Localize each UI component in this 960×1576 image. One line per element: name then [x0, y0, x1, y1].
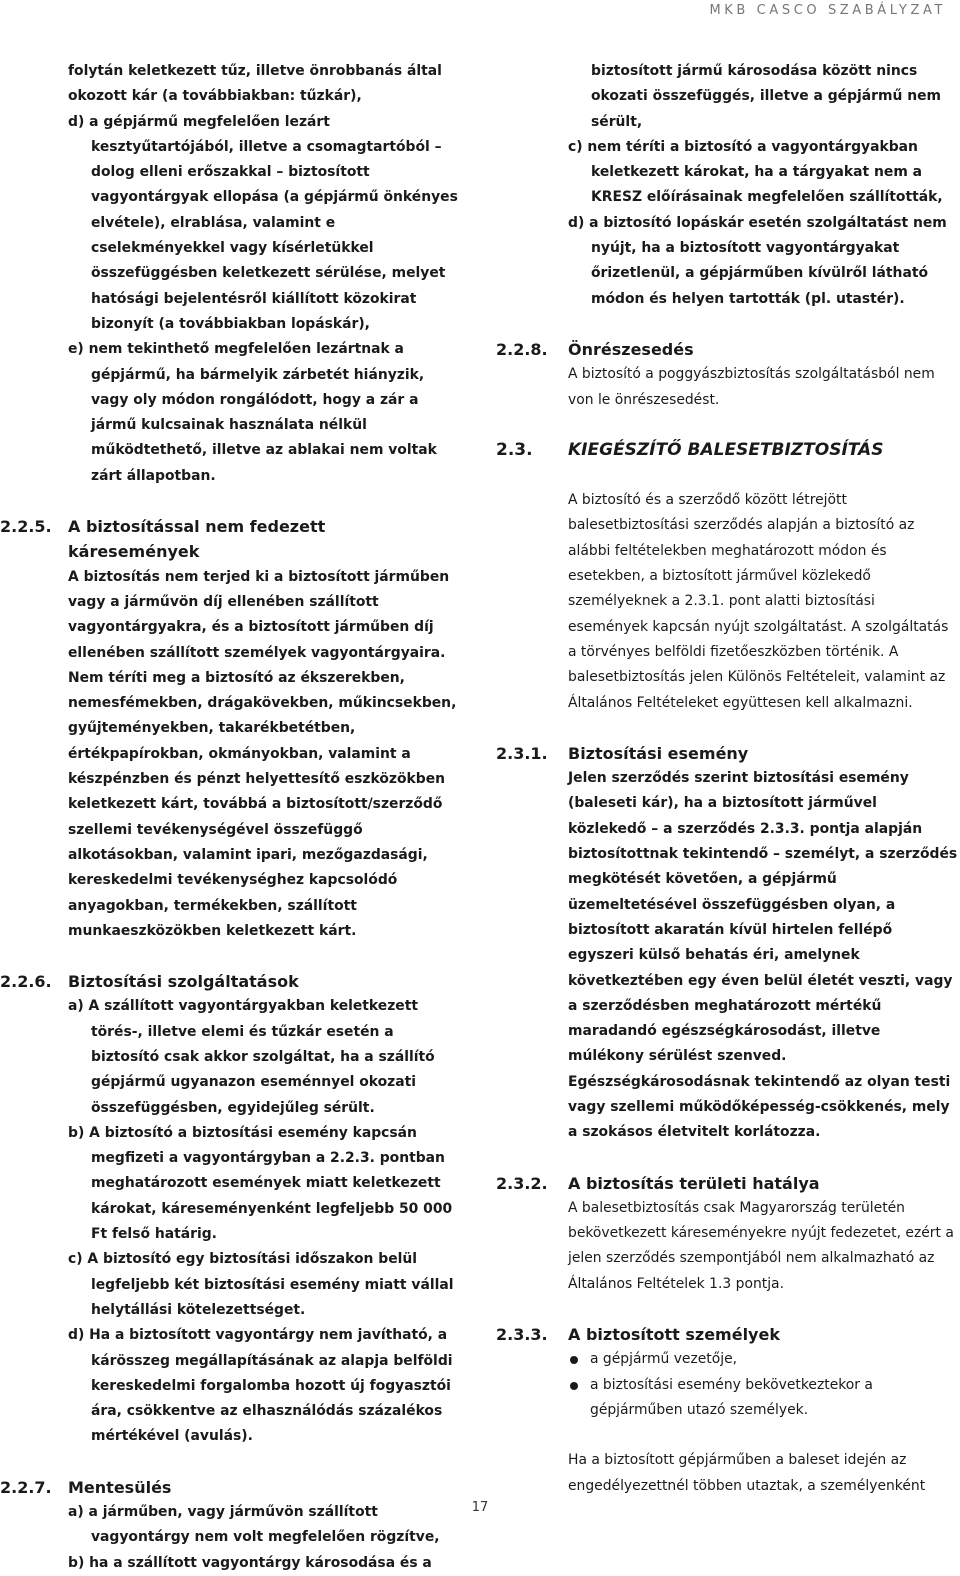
list-item: a gépjármű vezetője,	[568, 1347, 958, 1372]
list-item-d: d) a gépjármű megfelelően lezárt kesztyűtartójából, illetve a csomagtartóból – dolog elleni erőszakkal – biztosított vagyontárgyak ellopása (a gépjármű önkényes elvétele), elrablása, valamint e cselekményekkel vagy kísérletükkel összefüggésben keletkezett sérülése, melyet hatósági bejelentésről kiállított közokirat bizonyít (a továbbiakban lopáskár),	[68, 113, 458, 332]
bullet-icon	[570, 1356, 578, 1364]
section-2-3	[496, 438, 958, 716]
list-item-c: c) nem téríti a biztosító a vagyontárgyakban keletkezett károkat, ha a tárgyakat nem a KRESZ előírásainak megfelelően szállították,	[568, 138, 943, 206]
section-number: 2.3.	[496, 439, 533, 460]
section-text: A biztosítás nem terjed ki a biztosított járműben vagy a járművön díj ellenében szállított vagyontárgyakra, és a biztosított járműben díj ellenében szállított személyek vagyontárgyaira. Nem téríti meg a biztosító az ékszerekben, nemesfémekben, drágakövekben, műkincsekben, gyűjteményekben, takarékbetétben, értékpapírokban, okmányokban, valamint a készpénzben és pénzt helyettesítő eszközökben keletkezett kárt, továbbá a biztosított/szerződő szellemi tevékenységével összefüggő alkotásokban, valamint ipari, mezőgazdasági, kereskedelmi tevékenységhez kapcsolódó anyagokban, termékekben, szállított munkaeszközökben keletkezett kárt.	[68, 568, 457, 939]
right-column	[496, 59, 958, 1499]
bullet-icon	[570, 1382, 578, 1390]
continued-text: biztosított jármű károsodása között nincs okozati összefüggés, illetve a gépjármű nem sérült,	[591, 63, 941, 130]
section-title: Biztosítási szolgáltatások	[68, 972, 299, 992]
section-title: A biztosítás területi hatálya	[568, 1173, 820, 1193]
section-text: A balesetbiztosítás csak Magyarország területén bekövetkezett káreseményekre nyújt fedezetet, ezért a jelen szerződés szempontjából nem alkalmazható az Általános Feltételek 1.3 pontja.	[568, 1199, 954, 1292]
list-item-e: e) nem tekinthető megfelelően lezártnak a gépjármű, ha bármelyik zárbetét hiányzik, vagy oly módon rongálódott, hogy a zár a jármű kulcsainak használata nélkül működtethető, illetve az ablakai nem voltak zárt állapotban.	[68, 341, 437, 484]
section-text: Jelen szerződés szerint biztosítási esemény (baleseti kár), ha a biztosított járművel közlekedő – a szerződés 2.3.3. pontja alapján biztosítottnak tekintendő – személyt, a szerződés megkötését követően, a gépjármű üzemeltetésével összefüggésben olyan, a biztosított akaratán kívül hirtelen fellépő egyszeri külső behatás éri, amelynek következtében egy éven belül életét veszti, vagy a szerződésben meghatározott mértékű maradandó egészségkárosodást, illetve múlékony sérülést szenved. Egészségkárosodásnak tekintendő az olyan testi vagy szellemi működőképesség-csökkenés, mely a szokásos életvitelt korlátozza.	[568, 770, 958, 1141]
section-number: 2.2.5.	[0, 517, 52, 537]
list-item-a: a) A szállított vagyontárgyakban keletkezett törés-, illetve elemi és tűzkár esetén a biztosító csak akkor szolgáltat, ha a szállító gépjármű ugyanazon eseménnyel okozati összefüggésben, egyidejűleg sérült.	[68, 998, 435, 1116]
left-column	[0, 59, 462, 1576]
list-item-a: a) a járműben, vagy járművön szállított vagyontárgy nem volt megfelelően rögzítve,	[68, 1504, 440, 1546]
section-number: 2.3.3.	[496, 1325, 548, 1345]
section-number: 2.3.2.	[496, 1173, 548, 1193]
header-title: MKB CASCO SZABÁLYZAT	[709, 3, 946, 18]
page-number: 17	[471, 1500, 489, 1515]
section-text: A biztosító a poggyászbiztosítás szolgáltatásból nem von le önrészesedést.	[568, 366, 935, 408]
section-2-2-8	[496, 337, 958, 413]
section-number: 2.3.1.	[496, 743, 548, 763]
section-title: Biztosítási esemény	[568, 743, 749, 763]
list-item-d: d) a biztosító lopáskár esetén szolgáltatást nem nyújt, ha a biztosított vagyontárgyakat őrizetlenül, a gépjárműben kívülről látható módon és helyen tartották (pl. utastér).	[568, 214, 947, 307]
list-item-b: b) ha a szállított vagyontárgy károsodása és a	[68, 1554, 432, 1571]
section-2-2-7	[0, 1475, 462, 1576]
section-title: Mentesülés	[68, 1477, 172, 1497]
list-item: a biztosítási esemény bekövetkeztekor a gépjárműben utazó személyek.	[568, 1373, 958, 1424]
list-item-d: d) Ha a biztosított vagyontárgy nem javítható, a kárösszeg megállapításának az alapja belföldi kereskedelmi forgalomba hozott új fogyasztói ára, csökkentve az elhasználódás százalékos mértékével (avulás).	[68, 1327, 453, 1445]
section-title: KIEGÉSZÍTŐ BALESETBIZTOSÍTÁS	[568, 439, 884, 460]
section-number: 2.2.8.	[496, 339, 548, 359]
list-item-c: c) A biztosító egy biztosítási időszakon belül legfeljebb két biztosítási esemény miatt vállal helytállási kötelezettséget.	[68, 1251, 454, 1318]
section-text: A biztosító és a szerződő között létrejött balesetbiztosítási szerződés alapján a biztosító az alábbi feltételekben meghatározott módon és esetekben, a biztosított járművel közlekedő személyeknek a 2.3.1. pont alatti biztosítási események kapcsán nyújt szolgáltatást. A szolgáltatás a törvényes belföldi fizetőeszközben történik. A balesetbiztosítás jelen Különös Feltételeit, valamint az Általános Feltételeket együttesen kell alkalmazni.	[568, 492, 949, 711]
list-item-b: b) A biztosító a biztosítási esemény kapcsán megfizeti a vagyontárgyban a 2.2.3. pontban meghatározott események miatt keletkezett károkat, káreseményenként legfeljebb 50 000 Ft felső határig.	[68, 1124, 453, 1243]
section-2-3-2	[496, 1171, 958, 1297]
section-number: 2.2.7.	[0, 1477, 52, 1497]
section-2-2-5	[0, 514, 462, 944]
section-title: Önrészesedés	[568, 339, 694, 359]
section-2-2-6	[0, 969, 462, 1450]
continued-text: folytán keletkezett tűz, illetve önrobbanás által okozott kár (a továbbiakban: tűzkár),	[68, 63, 442, 105]
section-title: A biztosítással nem fedezett káresemények	[68, 517, 326, 562]
section-title: A biztosított személyek	[568, 1325, 780, 1345]
section-number: 2.2.6.	[0, 972, 52, 992]
section-2-3-3	[496, 1322, 958, 1499]
section-text: Ha a biztosított gépjárműben a baleset idején az engedélyezettnél többen utaztak, a személyenként	[568, 1452, 926, 1494]
section-2-3-1	[496, 741, 958, 1146]
